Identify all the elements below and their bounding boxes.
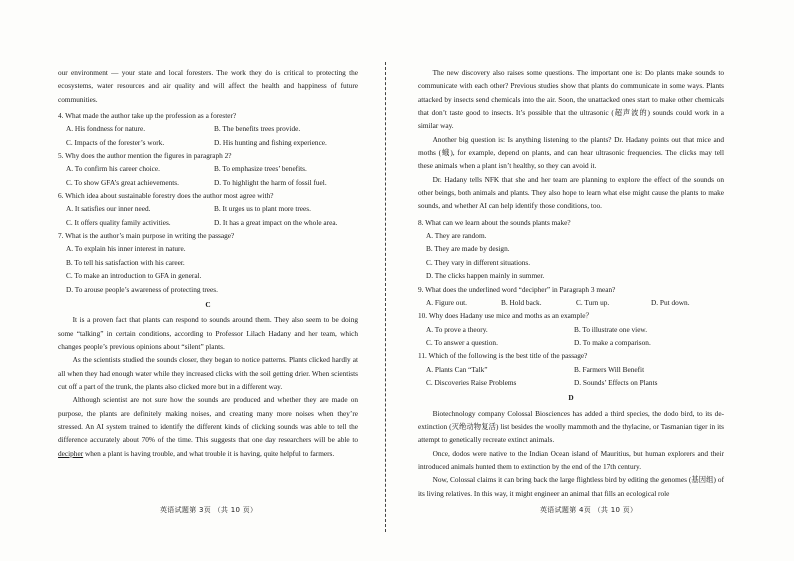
- answer-option: D. It has a great impact on the whole area.: [214, 217, 338, 227]
- answer-option: D. Put down.: [651, 297, 690, 307]
- passage-d-paragraph-3: Now, Colossal claims it can bring back the large flightless bird by editing the genomes (基因组) of its living relatives. In this way, it might engineer an animal that fills an ecological role: [418, 475, 724, 498]
- question-block-4-7: [58, 109, 358, 296]
- answer-option: A. Plants Can “Talk”: [426, 364, 488, 374]
- answer-option: C. To make an introduction to GFA in general.: [66, 271, 202, 281]
- answer-option: D. Sounds’ Effects on Plants: [574, 377, 658, 387]
- answer-options: [58, 202, 358, 229]
- answer-option: D. To arouse people’s awareness of protecting trees.: [66, 284, 218, 294]
- question-stem: 5. Why does the author mention the figures in paragraph 2?: [58, 151, 232, 161]
- answer-option: C. To answer a question.: [426, 337, 498, 347]
- answer-options: [58, 242, 358, 295]
- answer-options: [418, 229, 724, 282]
- page-divider: [385, 62, 386, 532]
- answer-options: [418, 323, 724, 350]
- answer-option: C. Impacts of the forester’s work.: [66, 137, 165, 147]
- answer-option: C. They vary in different situations.: [426, 257, 531, 267]
- left-page: [58, 66, 358, 460]
- question-stem: 11. Which of the following is the best title of the passage?: [418, 351, 588, 361]
- answer-option: A. To explain his inner interest in nature.: [66, 244, 186, 254]
- passage-c-paragraph-2: As the scientists studied the sounds closer, they began to notice patterns. Plants clicked hardly at all when they had enough water while they increased clicks with the soil getting drier. When scientists cut off a part of the trunk, the plants also clicked more but in a different way.: [58, 355, 358, 391]
- section-c-heading: C: [205, 299, 211, 309]
- passage-c-paragraph-3-tail: when a plant is having trouble, and what trouble it is having, quite helpful to farmers.: [83, 448, 335, 458]
- passage-c-paragraph-3-text: Although scientist are not sure how the sounds are produced and whether they are made on purpose, the plants are definitely making noises, and creating many more noises when they’re stressed. An AI system trained to identify the different kinds of clicking sounds was able to tell the difference accurately about 70% of the time. This suggests that one day researchers will be able to: [58, 395, 358, 445]
- page-footer-left: 英语试题第 3页 （共 10 页）: [160, 506, 258, 514]
- answer-option: A. Figure out.: [426, 297, 467, 307]
- right-page: [418, 66, 724, 500]
- answer-option: B. To illustrate one view.: [574, 324, 648, 334]
- answer-option: C. Turn up.: [576, 297, 610, 307]
- question-stem: 4. What made the author take up the profession as a forester?: [58, 111, 237, 121]
- passage-c-paragraph-4: The new discovery also raises some questions. The important one is: Do plants make sounds to communicate with each other? Previous studies show that plants do communicate in some ways. Plants attacked by insects send chemicals into the air. Soon, the unattacked ones start to make other chemicals that don’t taste good to insects. It’s possible that the ultrasonic (超声波的) sounds could work in a similar way.: [418, 68, 724, 131]
- question-block-8-11: [418, 216, 724, 389]
- answer-option: A. They are random.: [426, 231, 487, 241]
- answer-option: B. To emphasize trees’ benefits.: [214, 164, 307, 174]
- page-footer-right: 英语试题第 4页 （共 10 页）: [540, 506, 638, 514]
- answer-option: B. Farmers Will Benefit: [574, 364, 645, 374]
- answer-options: [58, 122, 358, 149]
- question-stem: 6. Which idea about sustainable forestry does the author most agree with?: [58, 191, 274, 201]
- answer-options: [418, 296, 724, 309]
- answer-option: C. It offers quality family activities.: [66, 217, 171, 227]
- answer-option: B. They are made by design.: [426, 244, 510, 254]
- answer-option: B. Hold back.: [501, 297, 542, 307]
- passage-c-paragraph-3: [58, 393, 358, 460]
- answer-option: C. To show GFA’s great achievements.: [66, 177, 179, 187]
- question-stem: 7. What is the author’s main purpose in writing the passage?: [58, 231, 235, 241]
- underlined-word-decipher: decipher: [58, 448, 84, 458]
- question-stem: 10. Why does Hadany use mice and moths as an example？: [418, 311, 593, 321]
- passage-c-paragraph-1: It is a proven fact that plants can respond to sounds around them. They also seem to be doing some “talking” in certain conditions, according to Professor Lilach Hadany and her team, which changes people’s previous opinions about “silent” plants.: [58, 315, 358, 351]
- question-stem: 8. What can we learn about the sounds plants make?: [418, 217, 571, 227]
- answer-option: B. To tell his satisfaction with his career.: [66, 257, 185, 267]
- passage-b-ending: our environment — your state and local foresters. The work they do is critical to protecting the ecosystems, water resources and air quality and will affect the health and happiness of future communities.: [58, 68, 358, 104]
- answer-option: C. Discoveries Raise Problems: [426, 377, 517, 387]
- answer-option: D. The clicks happen mainly in summer.: [426, 271, 545, 281]
- answer-option: A. His fondness for nature.: [66, 124, 146, 134]
- answer-option: B. It urges us to plant more trees.: [214, 204, 311, 214]
- answer-options: [58, 162, 358, 189]
- answer-options: [418, 363, 724, 390]
- answer-option: A. To prove a theory.: [426, 324, 488, 334]
- question-stem: 9. What does the underlined word “decipher” in Paragraph 3 mean?: [418, 284, 616, 294]
- answer-option: D. To highlight the harm of fossil fuel.: [214, 177, 327, 187]
- answer-option: D. His hunting and fishing experience.: [214, 137, 327, 147]
- answer-option: B. The benefits trees provide.: [214, 124, 301, 134]
- passage-d-paragraph-2: Once, dodos were native to the Indian Ocean island of Mauritius, but human explorers and their introduced animals hunted them to extinction by the end of the 17th century.: [418, 448, 724, 471]
- passage-d-paragraph-1: Biotechnology company Colossal Biosciences has added a third species, the dodo bird, to its de-extinction (灭绝动物复活) list besides the woolly mammoth and the thylacine, or Tasmanian tiger in its attempt to genetically recreate extinct animals.: [418, 408, 724, 445]
- answer-option: A. It satisfies our inner need.: [66, 204, 151, 214]
- passage-c-paragraph-6: Dr. Hadany tells NFK that she and her team are planning to explore the effect of the sounds on other beings, both animals and plants. They also hope to learn what else might cause the plants to make sounds, and whether AI can help identify those conditions, too.: [418, 174, 724, 211]
- section-d-heading: D: [568, 393, 574, 403]
- passage-c-paragraph-5: Another big question is: Is anything listening to the plants? Dr. Hadany points out that mice and moths (蛾), for example, depend on plants, and can hear ultrasonic frequencies. The clicks may tell these animals when a plant isn’t healthy, so they can avoid it.: [418, 134, 724, 171]
- answer-option: D. To make a comparison.: [574, 337, 651, 347]
- answer-option: A. To confirm his career choice.: [66, 164, 160, 174]
